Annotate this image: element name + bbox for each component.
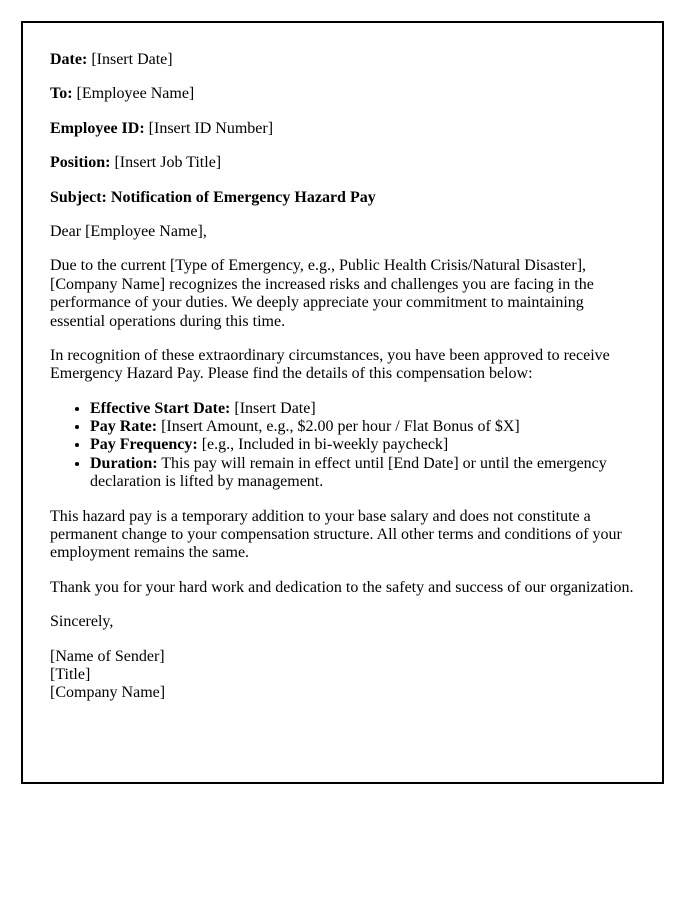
list-item-label: Effective Start Date: — [90, 399, 231, 417]
closing: Sincerely, — [50, 613, 114, 631]
subject-line: Subject: Notification of Emergency Hazard Pay — [50, 188, 376, 206]
list-item-text: [Insert Date] — [234, 399, 316, 417]
letter-page — [21, 21, 664, 784]
list-item-text: [Insert Amount, e.g., $2.00 per hour / Flat Bonus of $X] — [161, 418, 520, 436]
list-item-effective-start-date — [90, 400, 638, 418]
field-to-label: To: — [50, 85, 73, 103]
field-position — [50, 154, 638, 172]
paragraph-intro: Due to the current [Type of Emergency, e.g., Public Health Crisis/Natural Disaster], [Company Name] recognizes the increased risks and challenges you are facing in the performance of your duties. We deeply appreciate your commitment to maintaining essential operations during this time. — [50, 257, 594, 330]
field-to — [50, 85, 638, 103]
list-item-label: Duration: — [90, 454, 158, 472]
list-item-label: Pay Rate: — [90, 418, 158, 436]
field-date-value: [Insert Date] — [91, 51, 173, 68]
signature-block — [50, 648, 638, 703]
field-date — [50, 51, 638, 69]
list-item-duration — [90, 455, 638, 492]
field-employee-id — [50, 120, 638, 138]
paragraph-terms: This hazard pay is a temporary addition to your base salary and does not constitute a permanent change to your compensation structure. All other terms and conditions of your employment remains the same. — [50, 507, 622, 562]
field-date-label: Date: — [50, 51, 88, 68]
signature-title: [Title] — [50, 665, 91, 683]
list-item-pay-rate — [90, 418, 638, 436]
paragraph-recognition: In recognition of these extraordinary circumstances, you have been approved to receive Emergency Hazard Pay. Please find the details of this compensation below: — [50, 346, 610, 383]
list-item-text: This pay will remain in effect until [End Date] or until the emergency declaration is lifted by management. — [90, 454, 607, 491]
list-item-text: [e.g., Included in bi-weekly paycheck] — [201, 436, 449, 454]
list-item-label: Pay Frequency: — [90, 436, 198, 454]
field-position-label: Position: — [50, 154, 111, 172]
signature-company-name: [Company Name] — [50, 684, 166, 702]
paragraph-thanks: Thank you for your hard work and dedication to the safety and success of our organization. — [50, 578, 634, 596]
field-to-value: [Employee Name] — [76, 85, 195, 103]
signature-sender-name: [Name of Sender] — [50, 647, 165, 665]
salutation: Dear [Employee Name], — [50, 222, 207, 240]
details-list — [50, 400, 638, 492]
field-employee-id-label: Employee ID: — [50, 119, 145, 137]
list-item-pay-frequency — [90, 436, 638, 454]
field-position-value: [Insert Job Title] — [114, 154, 222, 172]
field-employee-id-value: [Insert ID Number] — [148, 119, 274, 137]
